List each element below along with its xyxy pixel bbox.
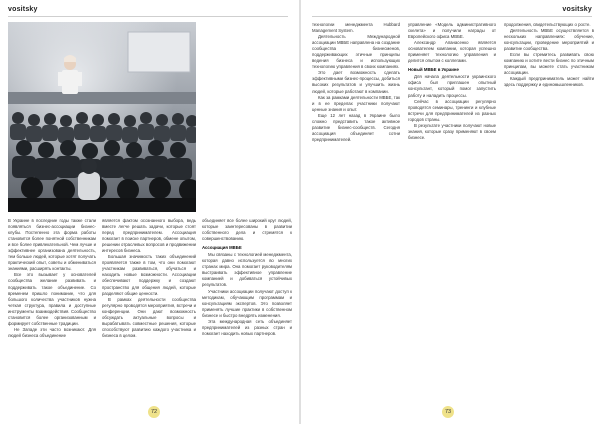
magazine-name-left: vositsky	[8, 6, 38, 13]
header-rule-left	[8, 16, 288, 17]
paragraph: Еще 12 лет назад в Украине было сложно представить такое активное развитие бизнес-сообществ. Сегодня ассоциация объединяет сотни предпринимателей.	[312, 112, 400, 142]
paragraph: Не Западе эти часто возникают. Для людей бизнеса объединение	[8, 326, 96, 338]
conference-photo	[8, 22, 196, 212]
paragraph: Сейчас в ассоциации регулярно проводятся семинары, тренинги и клубные встречи для предпринимателей из разных городов страны.	[408, 98, 496, 122]
paragraph: Большая значимость таких объединений проявляется также в том, что они помогают участникам развиваться, обучаться и находить новые возможности. Ассоциации обеспечивают поддержку и создают пространство для общения людей, которые разделяют общие ценности.	[102, 254, 196, 296]
right-page-column-1	[312, 22, 400, 143]
paragraph: В результате участники получают новые знания, которые сразу применяют в своем бизнесе.	[408, 122, 496, 140]
right-page-column-3	[504, 22, 594, 89]
paragraph: Для начала деятельности украинского офиса был приглашен опытный консультант, который помог запустить работу и наладить процессы.	[408, 74, 496, 98]
paragraph: Деятельность Международной ассоциации МВБЕ направлена на создание сообщества бизнесменов, поддерживающих этичные принципы ведения бизнеса и использующих технологию управления в своих компаниях.	[312, 34, 400, 70]
paragraph: Как за рамками деятельности МВБЕ, так и в ее пределах участники получают ценные знания и опыт.	[312, 94, 400, 112]
paragraph: Это дает возможность сделать эффективными бизнес-процессы, добиться высоких результатов и улучшить жизнь людей, которые работают в компании.	[312, 70, 400, 94]
paragraph: Мы связаны с технологией менеджмента, которая давно используется во многих странах мира. Она помогает руководителям выстраивать эффективное управление компанией и добиваться устойчивых результатов.	[202, 252, 292, 288]
magazine-name-right: vositsky	[562, 6, 592, 13]
section-subheading: Ассоциация МВБЕ	[202, 245, 242, 251]
right-page-column-2	[408, 22, 496, 141]
section-subheading: Новый МВБЕ в Украине	[408, 67, 459, 73]
header-rule-right	[312, 16, 592, 17]
paragraph: В Украине в последние годы также стали появляться бизнес-ассоциации бизнес-клубы. Постепенно эта форма работы становится более понятной собственникам и все более привлекательной. Чем лучше и эффективнее организована деятельность, тем больше людей, которые хотят получать практический опыт, советы и обмениваться знаниями, расширять контакты.	[8, 218, 96, 272]
paragraph: Участники ассоциации получают доступ к методикам, обучающим программам и консультациям экспертов. Это позволяет применять лучшие практики в собственном бизнесе и быстро внедрять изменения.	[202, 288, 292, 318]
paragraph: управление «Модель административного скелета» и получили награды от Европейского офиса МВБЕ.	[408, 22, 496, 40]
left-page-column-2	[102, 218, 196, 339]
page-number-left: 72	[148, 406, 160, 418]
paragraph: Каждый предприниматель может найти здесь поддержку и единомышленников.	[504, 76, 594, 88]
left-page-column-1	[8, 218, 96, 339]
paragraph: Александр Апанасенко является основателем компании, которая успешно применяет технологию управления и делится опытом с коллегами.	[408, 40, 496, 64]
paragraph: Деятельность МВБЕ осуществляется в нескольких направлениях: обучение, консультации, проведение мероприятий и развитие сообщества.	[504, 28, 594, 52]
page-number-right: 73	[442, 406, 454, 418]
paragraph: Все это вызывает у основателей сообщества желание развивать и поддерживать такое объединение. Со временем пришло понимание, что для большого количества участников нужна четкая структура, правила и доступные инструменты взаимодействия. Сообщество становится более организованным и формирует собственные традиции.	[8, 272, 96, 326]
paragraph: В рамках деятельности сообщества регулярно проводятся мероприятия, встречи и конференции. Они дают возможность обсуждать актуальные вопросы и вырабатывать совместные решения, которые способствуют развитию каждого участника и бизнеса в целом.	[102, 296, 196, 338]
paragraph: продолжения, свидетельствующих о росте.	[504, 22, 591, 27]
paragraph: Если вы стремитесь развивать свою компанию и хотите вести бизнес по этичным принципам, вы можете стать участником ассоциации.	[504, 52, 594, 76]
paragraph: объединяет все более широкий круг людей, которые заинтересованы в развитии собственного дела и стремятся к совершенствованию.	[202, 218, 292, 242]
paragraph: Эта международная сеть объединяет предпринимателей из разных стран и помогает находить новых партнеров.	[202, 318, 292, 336]
paragraph: является фактом осознанного выбора, ведь вместе легче решать задачи, которые стоят перед предпринимателем. Ассоциация помогает в поиске партнеров, обмене опытом, решении отраслевых вопросов и продвижении интересов бизнеса.	[102, 218, 196, 254]
page-fold	[299, 0, 301, 424]
left-page-column-3	[202, 218, 292, 337]
paragraph: технологии менеджмента Hubbard Management System.	[312, 22, 400, 34]
